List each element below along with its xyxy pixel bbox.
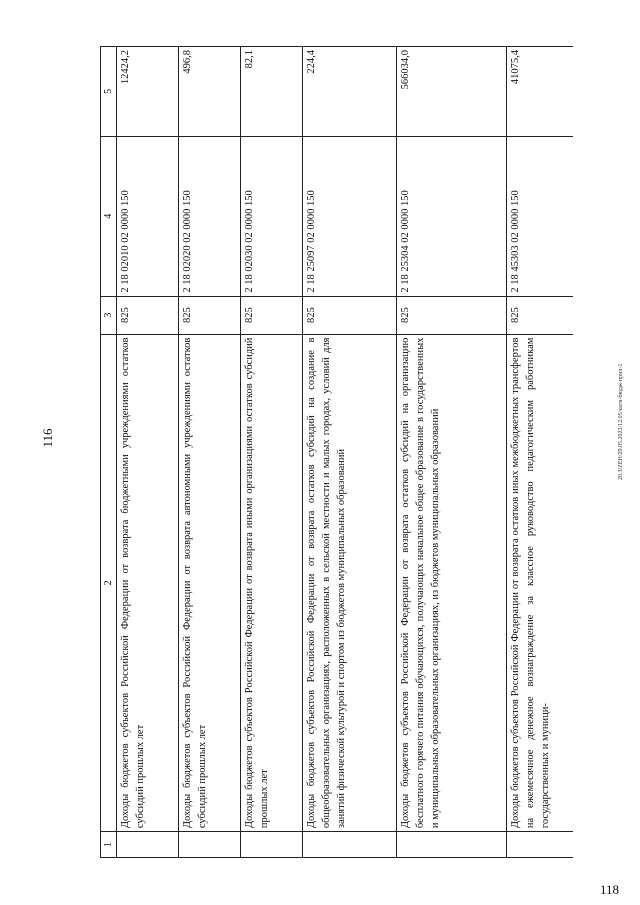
table-row bbox=[241, 47, 303, 858]
cell-budget-code: 2 18 25304 02 0000 150 bbox=[397, 136, 507, 296]
cell-num bbox=[397, 832, 507, 858]
table-row bbox=[117, 47, 179, 858]
cell-amount: 566034,0 bbox=[397, 47, 507, 137]
cell-description: Доходы бюджетов субъектов Российской Федерации от возврата иными организациями остатков субсидий прошлых лет bbox=[241, 334, 303, 832]
column-header-2: 2 bbox=[101, 334, 117, 832]
cell-budget-code: 2 18 25097 02 0000 150 bbox=[303, 136, 397, 296]
document-code: 20.3/ZEH/29.05.2023/12.05/кати-бюдж-прил-1 bbox=[618, 363, 624, 480]
cell-description: Доходы бюджетов субъектов Российской Федерации от возврата остатков субсидий на организацию бесплатного горячего питания обучающихся, получающих начальное общее образование в государственных и муниципальных образовательных организациях, из бюджетов муниципальных образований bbox=[397, 334, 507, 832]
cell-budget-code: 2 18 02020 02 0000 150 bbox=[179, 136, 241, 296]
cell-budget-code: 2 18 45303 02 0000 150 bbox=[507, 136, 573, 296]
cell-description: Доходы бюджетов субъектов Российской Федерации от возврата остатков субсидий на создание в общеобразовательных организациях, расположенных в сельской местности и малых городах, условий для занятий физической культурой и спортом из бюджетов муниципальных образований bbox=[303, 334, 397, 832]
cell-admin-code: 825 bbox=[179, 296, 241, 334]
cell-num bbox=[117, 832, 179, 858]
cell-description: Доходы бюджетов субъектов Российской Федерации от возврата автономными учреждениями остатков субсидий прошлых лет bbox=[179, 334, 241, 832]
cell-admin-code: 825 bbox=[507, 296, 573, 334]
footer-page-number: 118 bbox=[600, 882, 620, 897]
column-header-4: 4 bbox=[101, 136, 117, 296]
table-row bbox=[507, 47, 573, 858]
cell-num bbox=[241, 832, 303, 858]
cell-admin-code: 825 bbox=[303, 296, 397, 334]
cell-num bbox=[507, 832, 573, 858]
cell-num bbox=[179, 832, 241, 858]
cell-admin-code: 825 bbox=[241, 296, 303, 334]
column-header-1: 1 bbox=[101, 832, 117, 858]
cell-budget-code: 2 18 02010 02 0000 150 bbox=[117, 136, 179, 296]
cell-amount: 224,4 bbox=[303, 47, 397, 137]
page-number: 116 bbox=[40, 428, 55, 448]
table-row bbox=[179, 47, 241, 858]
column-header-3: 3 bbox=[101, 296, 117, 334]
cell-admin-code: 825 bbox=[117, 296, 179, 334]
cell-admin-code: 825 bbox=[397, 296, 507, 334]
cell-amount: 82,1 bbox=[241, 47, 303, 137]
cell-description: Доходы бюджетов субъектов Российской Федерации от возврата бюджетными учреждениями остатков субсидий прошлых лет bbox=[117, 334, 179, 832]
table-row bbox=[303, 47, 397, 858]
column-header-5: 5 bbox=[101, 47, 117, 137]
cell-amount: 496,8 bbox=[179, 47, 241, 137]
cell-num bbox=[303, 832, 397, 858]
cell-budget-code: 2 18 02030 02 0000 150 bbox=[241, 136, 303, 296]
rotated-table-container bbox=[100, 46, 600, 858]
cell-amount: 12424,2 bbox=[117, 47, 179, 137]
table-row bbox=[397, 47, 507, 858]
cell-description: Доходы бюджетов субъектов Российской Федерации от возврата остатков иных межбюджетных трансфертов на ежемесячное денежное вознаграждение за классное руководство педагогическим работникам государственных и муници- bbox=[507, 334, 573, 832]
revenue-table bbox=[100, 46, 573, 858]
table-header-row bbox=[101, 47, 117, 858]
cell-amount: 41075,4 bbox=[507, 47, 573, 137]
